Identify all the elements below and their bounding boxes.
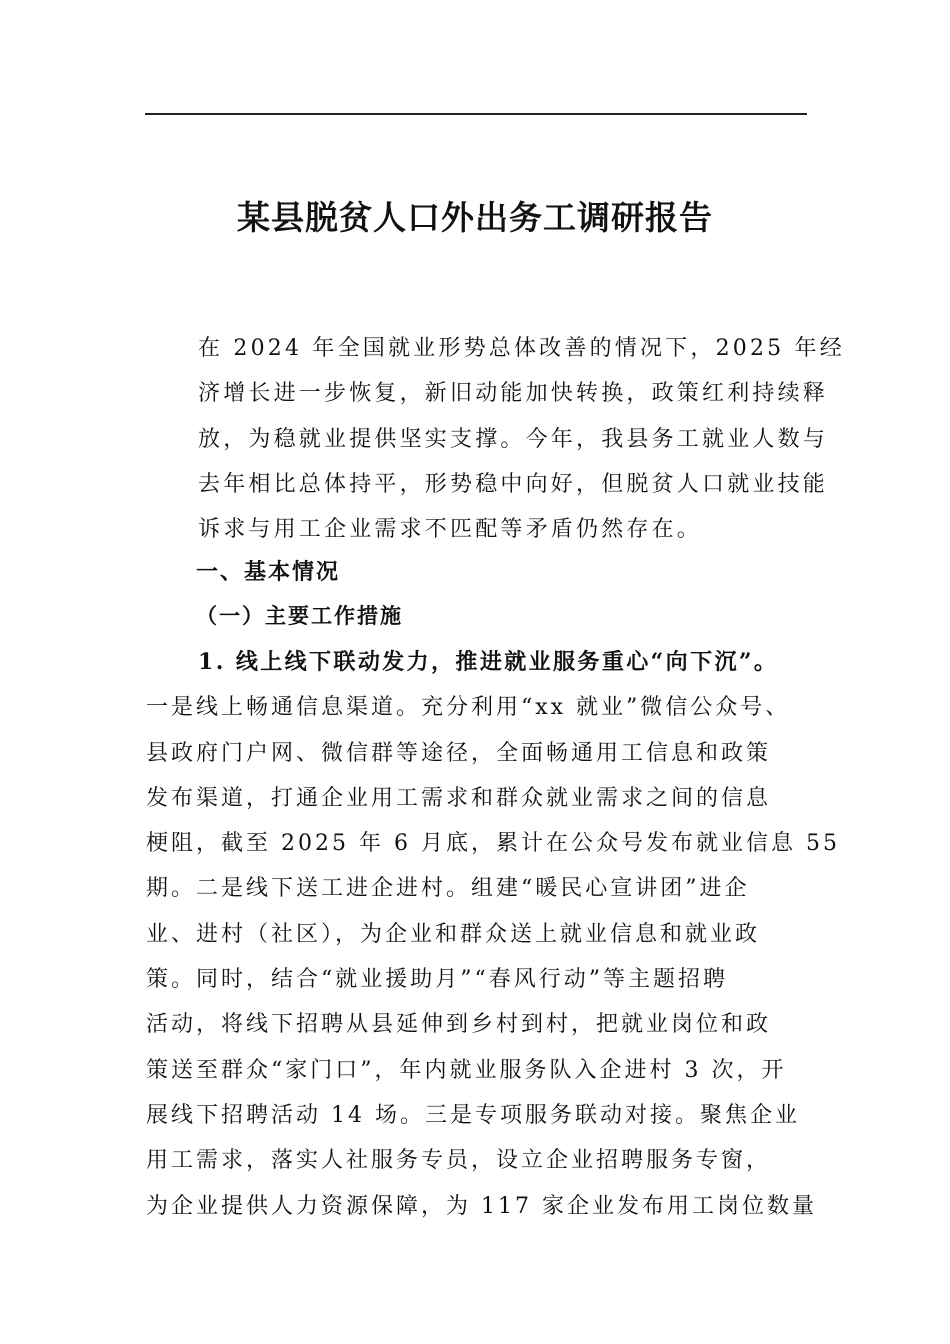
point-1-line: 业、进村（社区），为企业和群众送上就业信息和就业政 [146,921,761,947]
point-1-line: 策送至群众“家门口”，年内就业服务队入企进村 3 次，开 [146,1057,787,1083]
point-1-line: 展线下招聘活动 14 场。三是专项服务联动对接。聚焦企业 [146,1102,800,1128]
point-1-line: 用工需求，落实人社服务专员，设立企业招聘服务专窗， [146,1148,772,1174]
point-1-line: 梗阻，截至 2025 年 6 月底，累计在公众号发布就业信息 55 [146,831,840,857]
point-1-line: 县政府门户网、微信群等途径，全面畅通用工信息和政策 [146,740,772,766]
point-1-title: 1. 线上线下联动发力，推进就业服务重心“向下沉”。 [198,649,779,675]
subsection-heading: （一）主要工作措施 [196,603,403,628]
point-1-line: 为企业提供人力资源保障，为 117 家企业发布用工岗位数量 [146,1193,817,1219]
point-1-line: 策。同时，结合“就业援助月”“春风行动”等主题招聘 [146,967,728,993]
intro-line: 在 2024 年全国就业形势总体改善的情况下，2025 年经 [198,336,845,361]
intro-line: 放，为稳就业提供坚实支撑。今年，我县务工就业人数与 [198,426,829,452]
section-heading: 一、基本情况 [196,559,341,585]
point-1-line: 活动，将线下招聘从县延伸到乡村到村，把就业岗位和政 [146,1012,772,1038]
point-1-paragraph [146,640,840,1229]
intro-line: 去年相比总体持平，形势稳中向好，但脱贫人口就业技能 [198,471,829,497]
point-1-line: 发布渠道，打通企业用工需求和群众就业需求之间的信息 [146,785,772,811]
header-rule [145,113,807,115]
intro-paragraph [146,326,845,552]
intro-line: 济增长进一步恢复，新旧动能加快转换，政策红利持续释 [198,381,829,407]
document-title: 某县脱贫人口外出务工调研报告 [237,198,713,237]
point-1-line: 期。二是线下送工进企进村。组建“暖民心宣讲团”进企 [146,876,750,902]
intro-line: 诉求与用工企业需求不匹配等矛盾仍然存在。 [198,517,703,543]
point-1-line: 一是线上畅通信息渠道。充分利用“xx 就业”微信公众号、 [146,695,791,721]
